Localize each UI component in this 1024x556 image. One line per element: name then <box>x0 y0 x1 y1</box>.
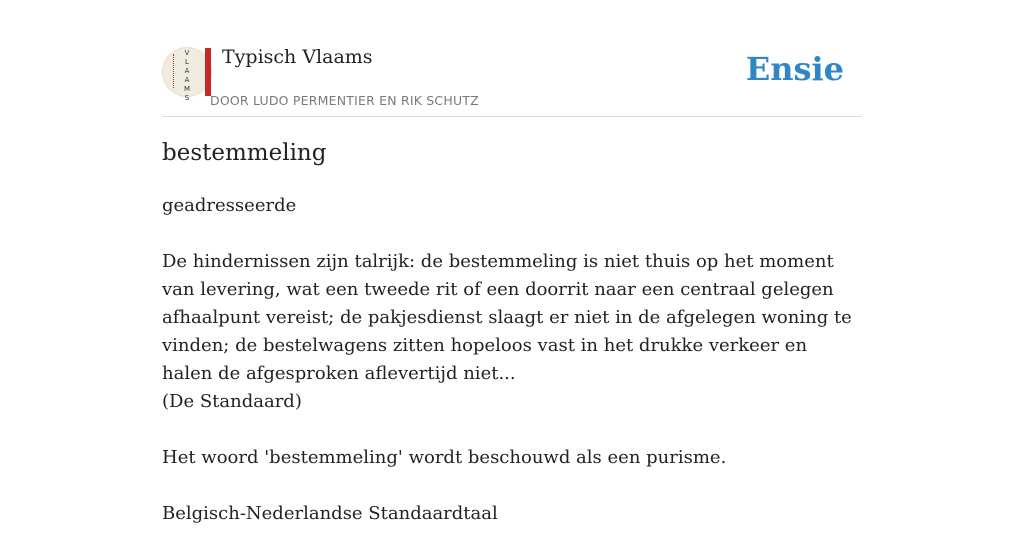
page-container <box>162 0 862 524</box>
logo-dots-decoration <box>173 54 177 88</box>
entry-quote-source: (De Standaard) <box>162 391 302 412</box>
entry-title: bestemmeling <box>162 140 327 166</box>
logo-letters <box>182 49 192 103</box>
logo-letter: V <box>184 49 190 57</box>
ensie-brand-link[interactable]: Ensie <box>745 50 844 88</box>
entry-note: Het woord 'bestemmeling' wordt beschouwd als een purisme. <box>162 447 727 468</box>
logo-letter: L <box>185 58 189 66</box>
entry-category: Belgisch-Nederlandse Standaardtaal <box>162 503 498 524</box>
logo-letter: A <box>184 67 190 75</box>
site-title-link[interactable]: Typisch Vlaams <box>222 46 373 68</box>
logo-red-band <box>205 48 211 96</box>
logo-letter: M <box>183 85 191 93</box>
entry-content <box>162 192 862 556</box>
logo-letter: S <box>184 94 190 102</box>
site-logo[interactable] <box>162 47 212 102</box>
entry-quote: De hindernissen zijn talrijk: de bestemmeling is niet thuis op het moment van levering, wat een tweede rit of een doorrit naar een centraal gelegen afhaalpunt vereist; de pakjesdienst slaagt er niet in de afgelegen woning te vinden; de bestelwagens zitten hopeloos vast in het drukke verkeer en halen de afgesproken aflevertijd niet... <box>162 251 852 384</box>
logo-letter: A <box>184 76 190 84</box>
header <box>162 0 862 117</box>
byline: DOOR LUDO PERMENTIER EN RIK SCHUTZ <box>210 93 479 108</box>
entry-definition: geadresseerde <box>162 195 297 216</box>
